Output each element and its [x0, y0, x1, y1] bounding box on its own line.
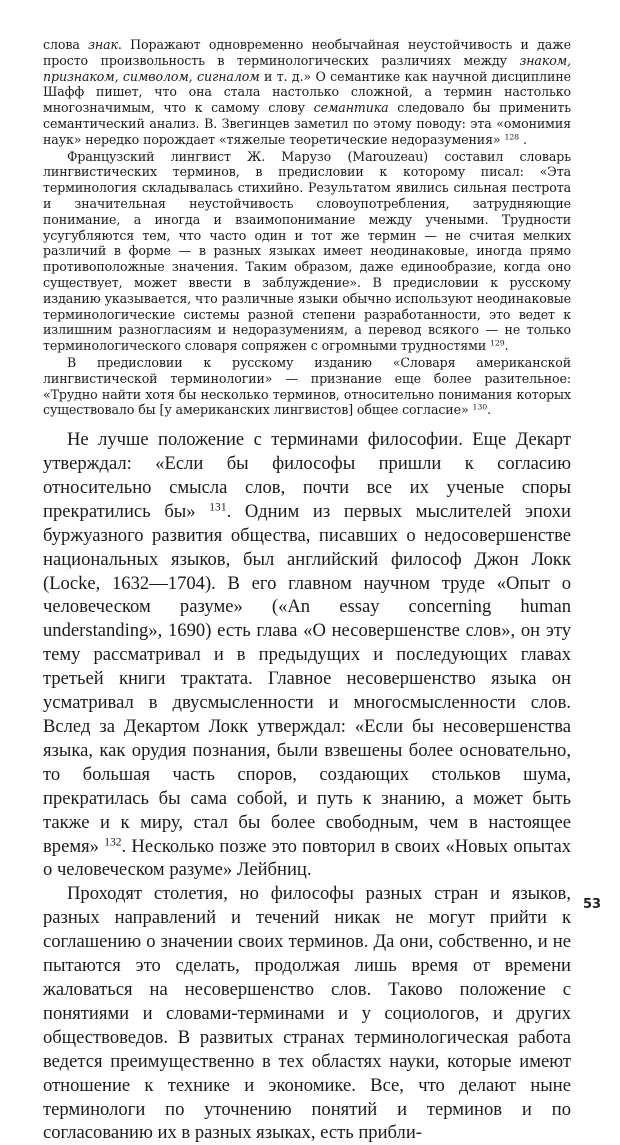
paragraph-marouzeau: Французский лингвист Ж. Марузо (Marouzeau) составил словарь лингвистических терминов, в предисловии к которому писал: «Эта терминология складывалась стихийно. Результатом явились сильная пестрота и значительная неустойчивость словоупотребления, затрудняющие понимание, а иногда и взаимопонимание между учеными. Трудности усугубляются тем, что часто один и тот же термин — не считая мелких различий в форме — в разных языках имеет неодинаковые, иногда прямо противоположные значения. Таким образом, даже единообразие, когда оно существует, может ввести в заблуждение». В предисловии к русскому изданию указывается, что различные языки обычно используют неодинаковые терминологические системы разной степени разработанности, это ведет к излишним разногласиям и недоразумениям, а перевод всякого — не только терминологического словаря сопряжен с огромными трудностями $^{129}$. [43, 148, 571, 354]
footnote-ref: 131 [209, 501, 227, 514]
paragraph-semantics: слова знак. Поражают одновременно необычайная неустойчивость и даже просто произвольность в терминологических различиях между знаком, признаком, символом, сигналом и т. д.» О семантике как научной дисциплине Шафф пишет, что она стала настолько сложной, а термин настолько многозначимым, что к самому слову семантика следовало бы применить семантический анализ. В. Звегинцев заметил по этому поводу: эта «омонимия наук» нередко порождает «тяжелые теоретические недоразумения» $^{128}$ . [43, 37, 572, 147]
page-body [43, 37, 571, 1145]
section-gap [43, 418, 571, 428]
footnote-ref: 130 [472, 403, 488, 413]
paragraph-centuries-pass: Проходят столетия, но философы разных стран и языков, разных направлений и течений никак не могут прийти к соглашению о значении своих терминов. Да они, собственно, и не пытаются это сделать, продолжая лишь время от времени жаловаться на несовершенство слов. Таково положение с понятиями и словами-терминами и у социологов, и других обществоведов. В развитых странах терминологическая работа ведется преимущественно в тех областях науки, которые имеют отношение к технике и экономике. Все, что делают ныне терминологи по уточнению понятий и терминов и по согласованию их в разных языках, есть прибли- [43, 883, 571, 1144]
page-number: 53 [583, 897, 602, 912]
italic-term: знаком, признаком, символом, сигналом [43, 52, 571, 84]
paragraph-philosophy-terms: Не лучше положение с терминами философии. Еще Декарт утверждал: «Если бы философы пришли к согласию относительно смысла слов, почти все их ученые споры прекратились бы» $^{131}$. Одним из первых мыслителей эпохи буржуазного развития общества, писавших о недосовершенстве национальных языков, был английский философ Джон Локк (Locke, 1632—1704). В его главном научном труде «Опыт о человеческом разуме» («An essay concerning human understanding», 1690) есть глава «О несовершенстве слов», он эту тему рассматривал и в предыдущих и последующих главах третьей книги трактата. Главное несовершенство языка он усматривал в двусмысленности и многосмысленности слов. Вслед за Декартом Локк утверждал: «Если бы несовершенства языка, как орудия познания, были взвешены более основательно, то большая часть споров, создающих стольков шума, прекратилась бы сама собой, и путь к знанию, а может быть также и к миру, стал бы более свободным, чем в настоящее время» $^{132}$. Несколько позже это повторил в своих «Новых опытах о человеческом разуме» Лейбниц. [43, 429, 572, 881]
italic-term: семантика [313, 100, 389, 116]
footnote-ref: 128 [504, 132, 520, 142]
italic-term: знак [88, 37, 118, 52]
footnote-ref: 132 [104, 836, 122, 849]
footnote-ref: 129 [490, 338, 505, 348]
paragraph-american-dictionary: В предисловии к русскому изданию «Словаря американской лингвистической терминологии» — признание еще более разительное: «Трудно найти хотя бы несколько терминов, относительно понимания которых существовало бы [у американских лингвистов] общее согласие» $^{130}$. [43, 354, 571, 418]
